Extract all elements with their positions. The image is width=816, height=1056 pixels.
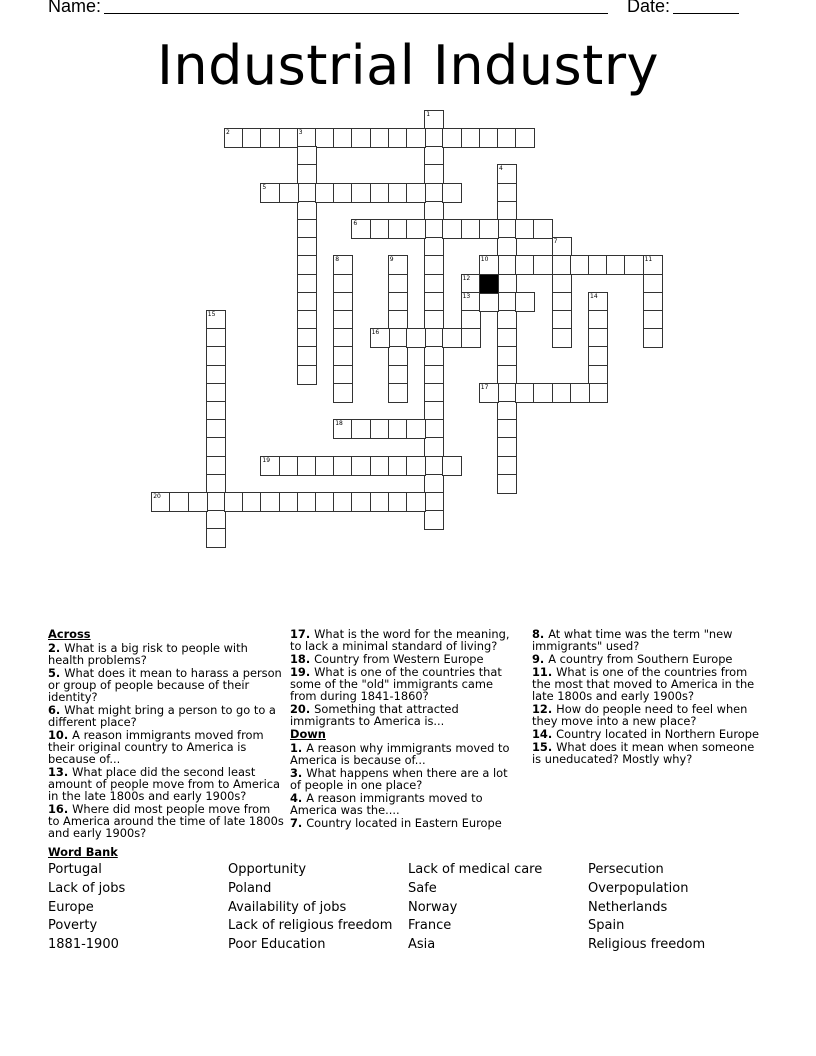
crossword-cell[interactable] bbox=[479, 255, 499, 275]
crossword-cell[interactable] bbox=[333, 456, 353, 476]
crossword-cell[interactable] bbox=[424, 255, 444, 275]
crossword-cell[interactable] bbox=[333, 183, 353, 203]
crossword-cell[interactable] bbox=[406, 183, 426, 203]
word-bank-item: France bbox=[408, 918, 452, 934]
crossword-cell[interactable] bbox=[424, 110, 444, 130]
word-bank-item: Safe bbox=[408, 880, 437, 896]
crossword-cell[interactable] bbox=[624, 255, 644, 275]
clue-text: What is the word for the meaning, to lack a minimal standard of living? bbox=[290, 627, 510, 653]
crossword-cell[interactable] bbox=[424, 346, 444, 366]
crossword-cell[interactable] bbox=[424, 292, 444, 312]
word-bank-item: Norway bbox=[408, 899, 458, 915]
clue-text: At what time was the term "new immigrants" used? bbox=[532, 627, 733, 653]
crossword-cell[interactable] bbox=[297, 237, 317, 257]
crossword-cell[interactable] bbox=[388, 274, 408, 294]
crossword-cell[interactable] bbox=[297, 146, 317, 166]
crossword-cell[interactable] bbox=[497, 383, 517, 403]
crossword-cell[interactable] bbox=[552, 274, 572, 294]
clue-number: 4 bbox=[499, 165, 503, 173]
crossword-cell[interactable] bbox=[370, 183, 390, 203]
crossword-cell[interactable] bbox=[260, 183, 280, 203]
crossword-cell[interactable] bbox=[297, 310, 317, 330]
clue-text: Where did most people move from to America around the time of late 1800s and early 1900s? bbox=[48, 802, 284, 840]
crossword-cell[interactable] bbox=[351, 128, 371, 148]
clues-col-2 bbox=[290, 628, 522, 830]
clue-number-label: 6. bbox=[48, 703, 65, 717]
crossword-cell[interactable] bbox=[370, 128, 390, 148]
clue-number: 18 bbox=[335, 420, 343, 428]
crossword-cell[interactable] bbox=[315, 456, 335, 476]
clue-number: 20 bbox=[153, 493, 161, 500]
crossword-cell[interactable] bbox=[333, 419, 353, 439]
crossword-cell[interactable] bbox=[497, 474, 517, 494]
clue-number: 10 bbox=[480, 256, 489, 264]
clue-number-label: 4. bbox=[290, 791, 307, 805]
crossword-cell[interactable] bbox=[461, 292, 481, 312]
crossword-cell[interactable] bbox=[552, 255, 572, 275]
clue-number: 17 bbox=[480, 383, 489, 391]
across-clue bbox=[290, 666, 522, 702]
word-bank-item: Lack of jobs bbox=[48, 880, 126, 896]
crossword-cell[interactable] bbox=[206, 492, 226, 512]
clue-text: A reason immigrants moved to America was the.... bbox=[290, 791, 483, 817]
down-clue-list bbox=[290, 742, 522, 829]
clues-col-1 bbox=[48, 628, 284, 840]
down-clue bbox=[290, 742, 522, 766]
crossword-cell[interactable] bbox=[497, 365, 517, 385]
across-clue bbox=[48, 803, 284, 839]
crossword-cell[interactable] bbox=[479, 292, 499, 312]
clue-number-label: 13. bbox=[48, 765, 73, 779]
crossword-cell[interactable] bbox=[297, 292, 317, 312]
clue-text: What does it mean to harass a person or group of people because of their identity? bbox=[48, 666, 282, 704]
crossword-cell[interactable] bbox=[297, 456, 317, 476]
clue-number-label: 1. bbox=[290, 741, 307, 755]
crossword-cell[interactable] bbox=[315, 128, 335, 148]
down-clue bbox=[290, 817, 522, 829]
crossword-cell[interactable] bbox=[370, 456, 390, 476]
crossword-cell[interactable] bbox=[388, 456, 408, 476]
crossword-cell[interactable] bbox=[424, 365, 444, 385]
clue-text: What is one of the countries from the most that moved to America in the late 1800s and early 1900s? bbox=[532, 665, 755, 703]
crossword-cell[interactable] bbox=[424, 128, 444, 148]
clue-number: 16 bbox=[371, 329, 380, 337]
crossword-cell[interactable] bbox=[424, 274, 444, 294]
page-title: Industrial Industry bbox=[156, 34, 660, 97]
crossword-cell[interactable] bbox=[388, 292, 408, 312]
clue-number-label: 10. bbox=[48, 728, 73, 742]
crossword-cell[interactable] bbox=[333, 292, 353, 312]
crossword-cell[interactable] bbox=[588, 365, 608, 385]
crossword-cell[interactable] bbox=[370, 328, 390, 348]
crossword-cell[interactable] bbox=[424, 383, 444, 403]
crossword-cell[interactable] bbox=[643, 274, 663, 294]
crossword-cell[interactable] bbox=[533, 255, 553, 275]
crossword-cell[interactable] bbox=[206, 383, 226, 403]
down-heading: Down bbox=[290, 727, 326, 741]
crossword-cell[interactable] bbox=[442, 456, 462, 476]
crossword-cell[interactable] bbox=[442, 219, 462, 239]
crossword-cell[interactable] bbox=[406, 219, 426, 239]
across-clue bbox=[290, 628, 522, 652]
crossword-cell[interactable] bbox=[588, 383, 608, 403]
clue-text: What is one of the countries that some of the "old" immigrants came from during 1841-1860? bbox=[290, 665, 502, 703]
crossword-cell[interactable] bbox=[333, 255, 353, 275]
crossword-cell[interactable] bbox=[315, 492, 335, 512]
crossword-cell[interactable] bbox=[497, 401, 517, 421]
crossword-cell[interactable] bbox=[351, 183, 371, 203]
crossword-cell[interactable] bbox=[588, 328, 608, 348]
crossword-cell[interactable] bbox=[169, 492, 189, 512]
clue-number-label: 15. bbox=[532, 740, 557, 754]
crossword-cell[interactable] bbox=[497, 201, 517, 221]
crossword-cell[interactable] bbox=[260, 492, 280, 512]
crossword-cell[interactable] bbox=[515, 219, 535, 239]
crossword-cell[interactable] bbox=[461, 128, 481, 148]
crossword-cell[interactable] bbox=[206, 474, 226, 494]
crossword-cell[interactable] bbox=[188, 492, 208, 512]
crossword-cell[interactable] bbox=[388, 128, 408, 148]
down-clue bbox=[532, 728, 766, 740]
clue-number: 8 bbox=[335, 256, 340, 264]
word-bank-item: Poverty bbox=[48, 918, 98, 934]
across-heading: Across bbox=[48, 627, 91, 641]
crossword-cell[interactable] bbox=[424, 183, 444, 203]
clue-number-label: 17. bbox=[290, 627, 315, 641]
crossword-cell[interactable] bbox=[388, 383, 408, 403]
crossword-cell[interactable] bbox=[297, 183, 317, 203]
crossword-cell[interactable] bbox=[333, 128, 353, 148]
crossword-cell[interactable] bbox=[588, 292, 608, 312]
crossword-cell[interactable] bbox=[424, 201, 444, 221]
crossword-cell[interactable] bbox=[424, 419, 444, 439]
clue-text: What happens when there are a lot of people in one place? bbox=[290, 766, 508, 792]
word-bank-item: Religious freedom bbox=[588, 937, 706, 953]
clue-number-label: 19. bbox=[290, 665, 315, 679]
crossword-cell[interactable] bbox=[206, 310, 226, 330]
clue-number-label: 20. bbox=[290, 702, 315, 716]
crossword-cell[interactable] bbox=[570, 383, 590, 403]
word-bank-item: Netherlands bbox=[588, 899, 668, 915]
crossword-cell[interactable] bbox=[424, 219, 444, 239]
clue-number-label: 5. bbox=[48, 666, 65, 680]
down-clue bbox=[290, 792, 522, 816]
crossword-cell[interactable] bbox=[333, 383, 353, 403]
clue-text: What is a big risk to people with health problems? bbox=[48, 641, 248, 667]
crossword-cell[interactable] bbox=[260, 128, 280, 148]
down-clue-list-continued bbox=[532, 628, 766, 765]
crossword-cell[interactable] bbox=[570, 255, 590, 275]
crossword-cell[interactable] bbox=[351, 492, 371, 512]
across-clue bbox=[290, 653, 522, 665]
clue-text: Country located in Northern Europe bbox=[556, 727, 759, 741]
crossword-cell[interactable] bbox=[206, 437, 226, 457]
crossword-cell[interactable] bbox=[297, 492, 317, 512]
crossword-cell[interactable] bbox=[497, 310, 517, 330]
clue-number: 15 bbox=[207, 311, 216, 318]
crossword-cell[interactable] bbox=[442, 128, 462, 148]
crossword-cell[interactable] bbox=[424, 401, 444, 421]
across-clue-list bbox=[48, 642, 284, 839]
clue-number: 14 bbox=[590, 292, 598, 300]
down-clue bbox=[532, 703, 766, 727]
across-clue bbox=[48, 642, 284, 666]
clue-number-label: 9. bbox=[532, 652, 549, 666]
crossword-cell[interactable] bbox=[479, 219, 499, 239]
crossword-cell[interactable] bbox=[406, 128, 426, 148]
crossword-cell[interactable] bbox=[370, 219, 390, 239]
clue-number-label: 14. bbox=[532, 727, 557, 741]
crossword-cell[interactable] bbox=[242, 128, 262, 148]
clue-number-label: 18. bbox=[290, 652, 315, 666]
clue-number: 19 bbox=[262, 456, 271, 464]
crossword-cell[interactable] bbox=[497, 237, 517, 257]
crossword-cell[interactable] bbox=[461, 274, 481, 294]
black-square bbox=[479, 274, 499, 294]
crossword-cell[interactable] bbox=[424, 310, 444, 330]
crossword-cell[interactable] bbox=[643, 328, 663, 348]
crossword-cell[interactable] bbox=[206, 401, 226, 421]
crossword-cell[interactable] bbox=[297, 274, 317, 294]
crossword-cell[interactable] bbox=[388, 328, 408, 348]
clue-text: Something that attracted immigrants to America is... bbox=[290, 702, 459, 728]
crossword-cell[interactable] bbox=[588, 255, 608, 275]
word-bank-item: Poor Education bbox=[228, 937, 326, 953]
clue-text: Country located in Eastern Europe bbox=[306, 816, 502, 830]
crossword-cell[interactable] bbox=[497, 164, 517, 184]
across-clue bbox=[48, 766, 284, 802]
clue-number: 6 bbox=[353, 220, 358, 227]
crossword-cell[interactable] bbox=[206, 419, 226, 439]
clue-number: 5 bbox=[262, 183, 267, 191]
crossword-cell[interactable] bbox=[206, 456, 226, 476]
crossword-cell[interactable] bbox=[388, 310, 408, 330]
word-bank-item: Europe bbox=[48, 899, 94, 915]
crossword-cell[interactable] bbox=[388, 419, 408, 439]
crossword-cell[interactable] bbox=[351, 219, 371, 239]
crossword-cell[interactable] bbox=[424, 437, 444, 457]
clue-number: 12 bbox=[462, 274, 471, 282]
word-bank-item: Persecution bbox=[588, 862, 664, 877]
word-bank-item: Spain bbox=[588, 918, 625, 934]
crossword-cell[interactable] bbox=[279, 128, 299, 148]
crossword-cell[interactable] bbox=[442, 183, 462, 203]
crossword-cell[interactable] bbox=[497, 346, 517, 366]
clue-text: A reason why immigrants moved to America is because of... bbox=[290, 741, 510, 767]
crossword-cell[interactable] bbox=[533, 383, 553, 403]
crossword-cell[interactable] bbox=[315, 183, 335, 203]
word-bank-item: Overpopulation bbox=[588, 880, 689, 896]
down-clue bbox=[532, 628, 766, 652]
crossword-cell[interactable] bbox=[333, 274, 353, 294]
crossword-cell[interactable] bbox=[424, 237, 444, 257]
crossword-cell[interactable] bbox=[333, 365, 353, 385]
crossword-cell[interactable] bbox=[515, 255, 535, 275]
crossword-cell[interactable] bbox=[370, 419, 390, 439]
word-bank-item: Lack of religious freedom bbox=[228, 918, 393, 934]
crossword-cell[interactable] bbox=[424, 164, 444, 184]
crossword-cell[interactable] bbox=[424, 474, 444, 494]
crossword-cell[interactable] bbox=[461, 219, 481, 239]
crossword-cell[interactable] bbox=[515, 128, 535, 148]
clue-number-label: 16. bbox=[48, 802, 73, 816]
crossword-cell[interactable] bbox=[260, 456, 280, 476]
crossword-cell[interactable] bbox=[552, 292, 572, 312]
crossword-cell[interactable] bbox=[479, 128, 499, 148]
word-bank-item: Asia bbox=[408, 937, 436, 953]
crossword-cell[interactable] bbox=[461, 310, 481, 330]
crossword-cell[interactable] bbox=[297, 201, 317, 221]
clue-number: 7 bbox=[553, 238, 558, 246]
name-label: Name: bbox=[48, 0, 102, 16]
down-clue bbox=[290, 767, 522, 791]
crossword-cell[interactable] bbox=[206, 510, 226, 530]
crossword-cell[interactable] bbox=[497, 456, 517, 476]
word-bank-item: Lack of medical care bbox=[408, 862, 543, 877]
crossword-cell[interactable] bbox=[206, 365, 226, 385]
crossword-cell[interactable] bbox=[388, 492, 408, 512]
crossword-cell[interactable] bbox=[552, 237, 572, 257]
crossword-cell[interactable] bbox=[461, 328, 481, 348]
crossword-cell[interactable] bbox=[297, 328, 317, 348]
crossword-cell[interactable] bbox=[552, 328, 572, 348]
crossword-cell[interactable] bbox=[497, 255, 517, 275]
clue-number: 1 bbox=[426, 110, 431, 118]
clue-number-label: 8. bbox=[532, 627, 549, 641]
clue-number-label: 11. bbox=[532, 665, 557, 679]
clue-number: 2 bbox=[226, 129, 230, 136]
crossword-cell[interactable] bbox=[497, 292, 517, 312]
clue-number: 9 bbox=[389, 256, 394, 264]
date-label: Date: bbox=[627, 0, 671, 16]
crossword-cell[interactable] bbox=[388, 346, 408, 366]
crossword-cell[interactable] bbox=[297, 365, 317, 385]
crossword-cell[interactable] bbox=[406, 328, 426, 348]
crossword-cell[interactable] bbox=[351, 419, 371, 439]
crossword-cell[interactable] bbox=[333, 346, 353, 366]
clue-number-label: 2. bbox=[48, 641, 65, 655]
clue-number-label: 3. bbox=[290, 766, 307, 780]
crossword-cell[interactable] bbox=[333, 328, 353, 348]
crossword-cell[interactable] bbox=[497, 328, 517, 348]
crossword-cell[interactable] bbox=[515, 292, 535, 312]
word-bank-item: Availability of jobs bbox=[228, 899, 347, 915]
crossword-cell[interactable] bbox=[552, 383, 572, 403]
crossword-cell[interactable] bbox=[515, 383, 535, 403]
crossword-cell[interactable] bbox=[279, 456, 299, 476]
crossword-cell[interactable] bbox=[206, 346, 226, 366]
clue-text: What does it mean when someone is uneducated? Mostly why? bbox=[532, 740, 755, 766]
crossword-cell[interactable] bbox=[224, 128, 244, 148]
crossword-cell[interactable] bbox=[297, 164, 317, 184]
crossword-cell[interactable] bbox=[206, 528, 226, 548]
crossword-cell[interactable] bbox=[297, 255, 317, 275]
crossword-cell[interactable] bbox=[497, 183, 517, 203]
crossword-cell[interactable] bbox=[424, 456, 444, 476]
crossword-cell[interactable] bbox=[424, 492, 444, 512]
crossword-cell[interactable] bbox=[279, 492, 299, 512]
crossword-cell[interactable] bbox=[533, 219, 553, 239]
down-clue bbox=[532, 741, 766, 765]
down-clue bbox=[532, 653, 766, 665]
down-clue bbox=[532, 666, 766, 702]
clue-text: What might bring a person to go to a different place? bbox=[48, 703, 276, 729]
crossword-cell[interactable] bbox=[643, 255, 663, 275]
clue-text: Country from Western Europe bbox=[314, 652, 484, 666]
crossword-cell[interactable] bbox=[424, 146, 444, 166]
word-bank-item: Opportunity bbox=[228, 862, 307, 877]
crossword-cell[interactable] bbox=[424, 328, 444, 348]
crossword-cell[interactable] bbox=[497, 128, 517, 148]
clue-number-label: 7. bbox=[290, 816, 307, 830]
crossword-cell[interactable] bbox=[388, 183, 408, 203]
crossword-cell[interactable] bbox=[552, 310, 572, 330]
crossword-cell[interactable] bbox=[388, 255, 408, 275]
crossword-cell[interactable] bbox=[297, 128, 317, 148]
crossword-cell[interactable] bbox=[279, 183, 299, 203]
crossword-cell[interactable] bbox=[351, 456, 371, 476]
crossword-cell[interactable] bbox=[297, 219, 317, 239]
across-clue-list-continued bbox=[290, 628, 522, 727]
crossword-cell[interactable] bbox=[406, 456, 426, 476]
clue-text: A reason immigrants moved from their original country to America is because of... bbox=[48, 728, 264, 766]
crossword-cell[interactable] bbox=[497, 274, 517, 294]
across-clue bbox=[290, 703, 522, 727]
crossword-cell[interactable] bbox=[224, 492, 244, 512]
crossword-cell[interactable] bbox=[151, 492, 171, 512]
crossword-cell[interactable] bbox=[588, 346, 608, 366]
crossword-cell[interactable] bbox=[297, 346, 317, 366]
crossword-cell[interactable] bbox=[370, 492, 390, 512]
clue-number: 3 bbox=[298, 129, 303, 136]
word-bank-item: Poland bbox=[228, 880, 272, 896]
across-clue bbox=[48, 667, 284, 703]
clue-text: How do people need to feel when they move into a new place? bbox=[532, 702, 748, 728]
clue-number-label: 12. bbox=[532, 702, 557, 716]
crossword-cell[interactable] bbox=[497, 437, 517, 457]
crossword-cell[interactable] bbox=[406, 492, 426, 512]
clue-text: A country from Southern Europe bbox=[548, 652, 733, 666]
crossword-cell[interactable] bbox=[333, 492, 353, 512]
crossword-cell[interactable] bbox=[424, 510, 444, 530]
word-bank-heading: Word Bank bbox=[48, 845, 118, 859]
crossword-cell[interactable] bbox=[442, 328, 462, 348]
crossword-cell[interactable] bbox=[479, 383, 499, 403]
crossword-cell[interactable] bbox=[333, 310, 353, 330]
word-bank-item: Portugal bbox=[48, 862, 102, 877]
word-bank-item: 1881-1900 bbox=[48, 937, 119, 953]
across-clue bbox=[48, 729, 284, 765]
crossword-cell[interactable] bbox=[242, 492, 262, 512]
clue-text: What place did the second least amount of people move from to America in the late 1800s and early 1900s? bbox=[48, 765, 281, 803]
crossword-cell[interactable] bbox=[643, 310, 663, 330]
clue-number: 13 bbox=[462, 292, 471, 300]
crossword-cell[interactable] bbox=[643, 292, 663, 312]
crossword-cell[interactable] bbox=[606, 255, 626, 275]
crossword-cell[interactable] bbox=[388, 365, 408, 385]
crossword-cell[interactable] bbox=[388, 219, 408, 239]
crossword-cell[interactable] bbox=[497, 219, 517, 239]
crossword-cell[interactable] bbox=[406, 419, 426, 439]
crossword-cell[interactable] bbox=[206, 328, 226, 348]
crossword-cell[interactable] bbox=[497, 419, 517, 439]
crossword-cell[interactable] bbox=[588, 310, 608, 330]
clue-number: 11 bbox=[644, 256, 653, 264]
across-clue bbox=[48, 704, 284, 728]
clues-col-3 bbox=[532, 628, 766, 766]
